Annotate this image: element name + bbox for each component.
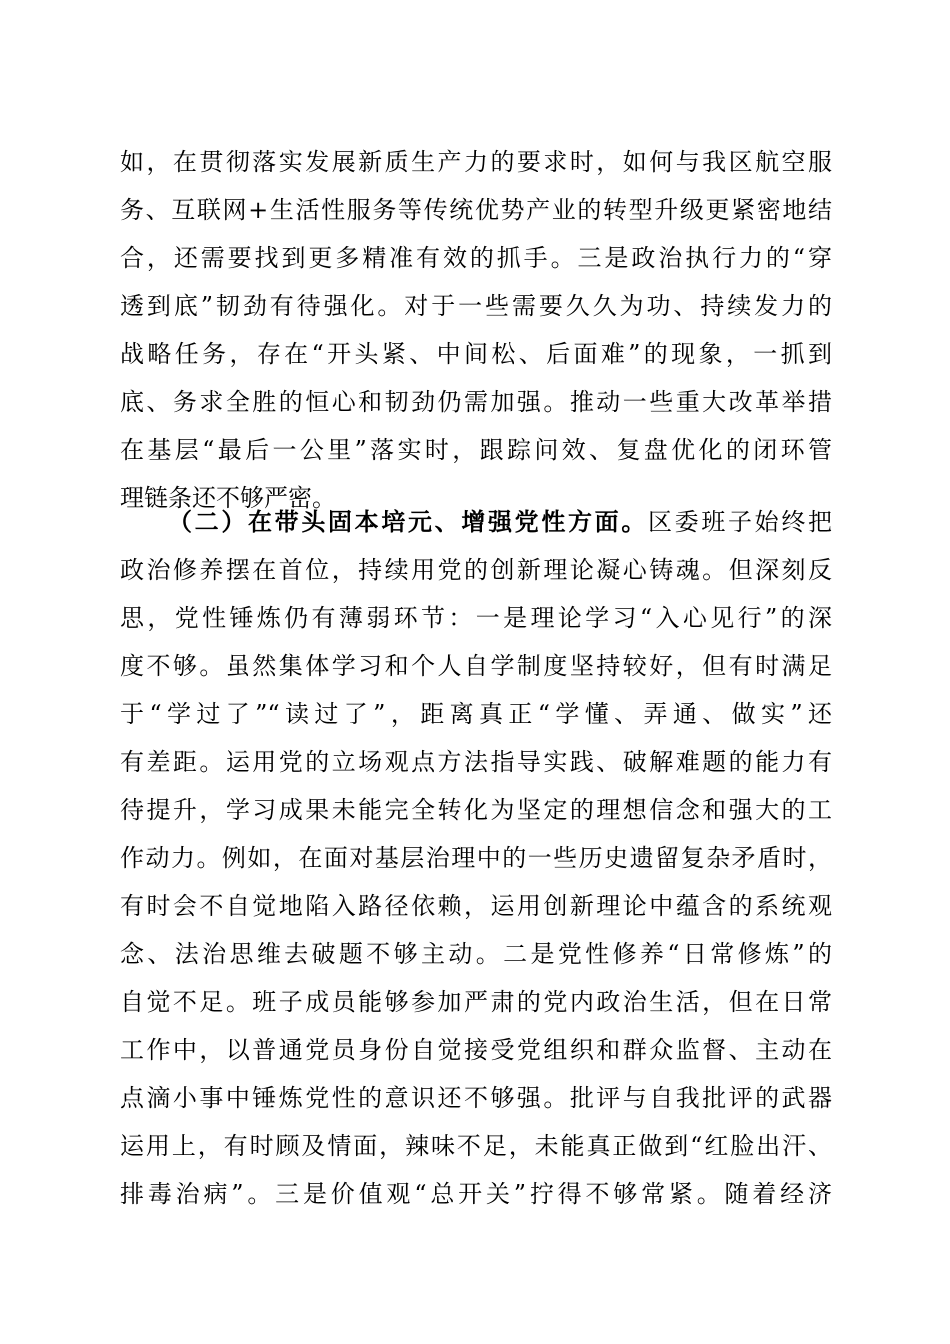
text-line: 待提升，学习成果未能完全转化为坚定的理想信念和强大的工: [120, 796, 832, 824]
text-line: 战略任务，存在“开头紧、中间松、后面难”的现象，一抓到: [120, 340, 832, 368]
section-heading-line: [120, 498, 832, 546]
text-line: 念、法治思维去破题不够主动。二是党性修养“日常修炼”的: [120, 940, 832, 968]
text-line: 思，党性锤炼仍有薄弱环节：一是理论学习“入心见行”的深: [120, 604, 832, 632]
heading-line-rest: 区委班子始终把: [648, 508, 832, 536]
text-line: 合，还需要找到更多精准有效的抓手。三是政治执行力的“穿: [120, 244, 832, 272]
paragraph-2: [120, 498, 832, 1218]
text-line: 理链条还不够严密。: [120, 484, 336, 512]
paragraph-1: [120, 138, 832, 522]
text-line: 排毒治病”。三是价值观“总开关”拧得不够常紧。随着经济: [120, 1180, 832, 1208]
text-line: 运用上，有时顾及情面，辣味不足，未能真正做到“红脸出汗、: [120, 1132, 832, 1160]
text-line: 在基层“最后一公里”落实时，跟踪问效、复盘优化的闭环管: [120, 436, 832, 464]
text-line: 务、互联网+生活性服务等传统优势产业的转型升级更紧密地结: [120, 196, 832, 224]
text-line: 作动力。例如，在面对基层治理中的一些历史遗留复杂矛盾时，: [120, 844, 832, 872]
text-line: 透到底”韧劲有待强化。对于一些需要久久为功、持续发力的: [120, 292, 832, 320]
text-line: 度不够。虽然集体学习和个人自学制度坚持较好，但有时满足: [120, 652, 832, 680]
text-line: 政治修养摆在首位，持续用党的创新理论凝心铸魂。但深刻反: [120, 556, 832, 584]
text-line: 有时会不自觉地陷入路径依赖，运用创新理论中蕴含的系统观: [120, 892, 832, 920]
text-line: 于“学过了”“读过了”，距离真正“学懂、弄通、做实”还: [120, 700, 832, 728]
text-line: 自觉不足。班子成员能够参加严肃的党内政治生活，但在日常: [120, 988, 832, 1016]
text-line: 如，在贯彻落实发展新质生产力的要求时，如何与我区航空服: [120, 148, 832, 176]
section-heading: （二）在带头固本培元、增强党性方面。: [168, 507, 648, 536]
text-line: 工作中，以普通党员身份自觉接受党组织和群众监督、主动在: [120, 1036, 832, 1064]
text-line: 底、务求全胜的恒心和韧劲仍需加强。推动一些重大改革举措: [120, 388, 832, 416]
text-line: 点滴小事中锤炼党性的意识还不够强。批评与自我批评的武器: [120, 1084, 832, 1112]
text-line: 有差距。运用党的立场观点方法指导实践、破解难题的能力有: [120, 748, 832, 776]
